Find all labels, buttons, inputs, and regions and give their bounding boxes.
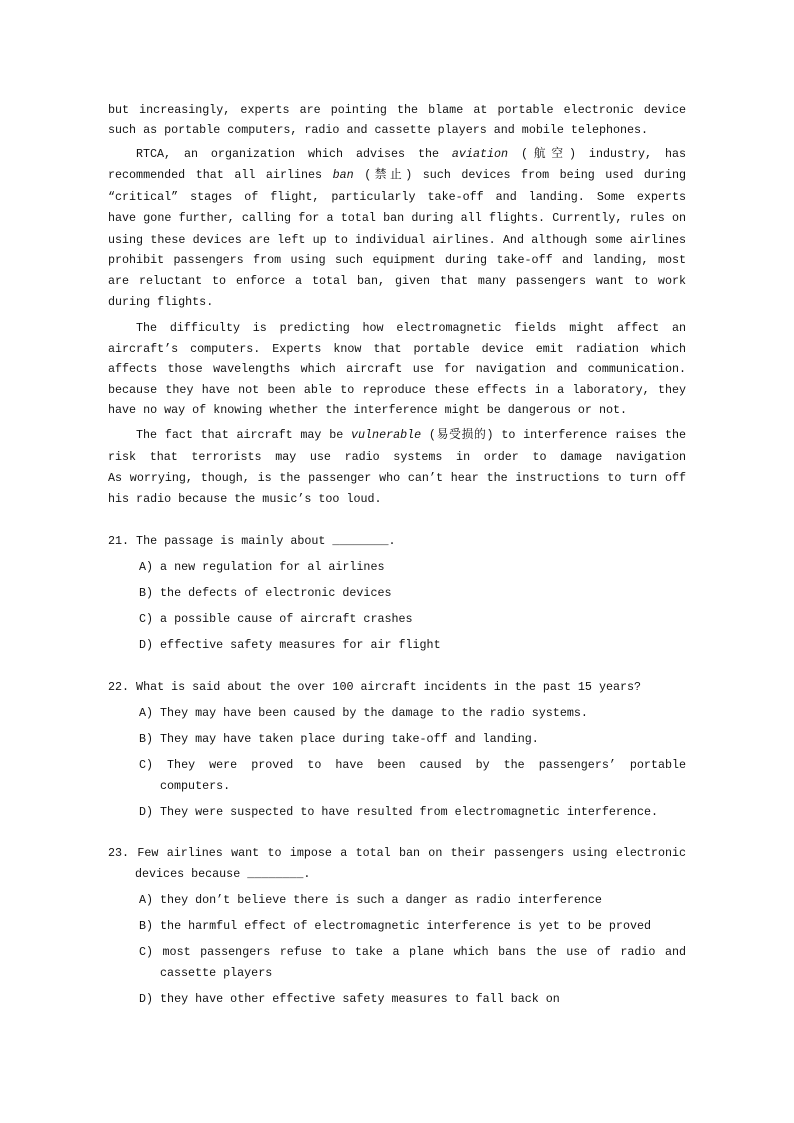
text-segment: his radio because the music’s too loud. [108,492,382,506]
text-segment: prohibit passengers from using such equipment during take-off and landing, most [108,253,686,267]
text-segment: computers. [160,779,231,793]
text-line [139,585,392,601]
text-segment: B) the defects of electronic devices [139,586,392,600]
text-segment: cassette players [160,966,273,980]
text-segment: aircraft’s computers. Experts know that portable device emit radiation which [108,342,686,356]
text-segment: affects those wavelengths which aircraft use for navigation and communication. [108,362,686,376]
text-line [108,361,686,377]
text-line [139,731,539,747]
text-segment: B) They may have taken place during take-off and landing. [139,732,539,746]
text-line [160,965,272,981]
text-line [108,273,686,289]
text-segment: risk that terrorists may use radio systems in order to damage navigation [108,450,686,464]
text-line [108,102,686,118]
text-line [139,559,384,575]
text-line [139,705,588,721]
text-line [108,845,686,861]
text-segment: A) They may have been caused by the damage to the radio systems. [139,706,588,720]
text-segment: during flights. [108,295,214,309]
text-line [108,252,686,268]
text-segment: As worrying, though, is the passenger who can’t hear the instructions to turn off [108,471,686,485]
text-line [136,320,686,336]
text-segment: 21. The passage is mainly about ________. [108,534,396,548]
text-segment: D) effective safety measures for air flight [139,638,441,652]
text-line [108,402,627,418]
text-line [108,167,686,183]
text-line [108,449,686,465]
text-segment: “critical” stages of flight, particularly take-off and landing. Some experts [108,190,686,204]
text-line [139,892,602,908]
text-segment: such as portable computers, radio and cassette players and mobile telephones. [108,123,649,137]
text-segment: A) they don’t believe there is such a danger as radio interference [139,893,602,907]
text-segment: C) most passengers refuse to take a plane which bans the use of radio and [139,945,686,959]
text-line [136,427,686,443]
text-segment: C) a possible cause of aircraft crashes [139,612,413,626]
text-line [108,679,641,695]
text-line [136,146,686,162]
text-line [139,944,686,960]
text-segment: but increasingly, experts are pointing the blame at portable electronic device [108,103,686,117]
text-segment: The difficulty is predicting how electromagnetic fields might affect an [136,321,686,335]
text-line [108,491,382,507]
text-line [139,611,413,627]
text-segment: 23. Few airlines want to impose a total ban on their passengers using electronic [108,846,686,860]
text-segment: D) They were suspected to have resulted from electromagnetic interference. [139,805,659,819]
text-line [139,918,651,934]
text-line [139,757,686,773]
text-segment: recommended that all airlines [108,168,333,182]
text-segment: RTCA, an organization which advises the [136,147,452,161]
text-segment: D) they have other effective safety measures to fall back on [139,992,560,1006]
text-line [160,778,230,794]
text-segment: 22. What is said about the over 100 aircraft incidents in the past 15 years? [108,680,642,694]
text-line [108,122,648,138]
text-line [108,294,213,310]
text-segment: using these devices are left up to individual airlines. And although some airlines [108,233,686,247]
text-segment: (禁止) such devices from being used during [353,168,686,182]
text-segment: devices because ________. [135,867,311,881]
text-line [139,991,560,1007]
text-segment: (易受损的) to interference raises the [421,428,686,442]
text-segment: have gone further, calling for a total ban during all flights. Currently, rules on [108,211,686,225]
text-line [139,637,441,653]
text-line [108,232,686,248]
text-line [108,382,686,398]
text-segment: The fact that aircraft may be [136,428,352,442]
emphasized-word: aviation [451,147,509,161]
text-segment: (航空) industry, has [508,147,686,161]
text-line [108,189,686,205]
text-segment: C) They were proved to have been caused by the passengers’ portable [139,758,686,772]
text-segment: A) a new regulation for al airlines [139,560,385,574]
text-segment: because they have not been able to reproduce these effects in a laboratory, they [108,383,686,397]
text-line [108,341,686,357]
text-segment: have no way of knowing whether the interference might be dangerous or not. [108,403,628,417]
emphasized-word: vulnerable [351,428,422,442]
text-segment: are reluctant to enforce a total ban, given that many passengers want to work [108,274,686,288]
text-line [108,533,396,549]
text-segment: B) the harmful effect of electromagnetic interference is yet to be proved [139,919,651,933]
text-line [135,866,310,882]
text-line [139,804,658,820]
text-line [108,210,686,226]
emphasized-word: ban [332,168,354,182]
text-line [108,470,686,486]
